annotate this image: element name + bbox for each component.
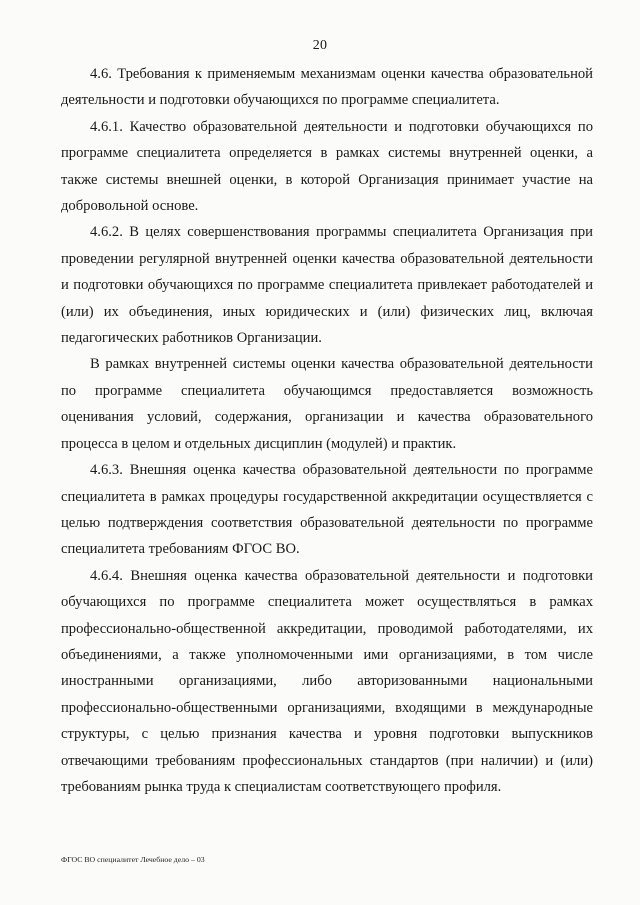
paragraph-4-6-2: 4.6.2. В целях совершенствования программы специалитета Организация при проведении регулярной внутренней оценки качества образовательной деятельности и подготовки обучающихся по программе специалитета привлекает работодателей и (или) их объединения, иных юридических и (или) физических лиц, включая педагогических работников Организации. bbox=[61, 224, 593, 347]
paragraph-4-6-3: 4.6.3. Внешняя оценка качества образовательной деятельности по программе специалитета в рамках процедуры государственной аккредитации осуществляется с целью подтверждения соответствия образовательной деятельности по программе специалитета требованиям ФГОС ВО. bbox=[61, 462, 593, 558]
document-body bbox=[61, 61, 593, 800]
footer-note: ФГОС ВО специалитет Лечебное дело – 03 bbox=[61, 855, 205, 864]
paragraph-internal-assessment: В рамках внутренней системы оценки качества образовательной деятельности по программе специалитета обучающимся предоставляется возможность оценивания условий, содержания, организации и качества образовательного процесса в целом и отдельных дисциплин (модулей) и практик. bbox=[61, 356, 593, 452]
paragraph-4-6-1: 4.6.1. Качество образовательной деятельности и подготовки обучающихся по программе специалитета определяется в рамках системы внутренней оценки, а также системы внешней оценки, в которой Организация принимает участие на добровольной основе. bbox=[61, 118, 593, 215]
paragraph-4-6-4: 4.6.4. Внешняя оценка качества образовательной деятельности и подготовки обучающихся по программе специалитета может осуществляться в рамках профессионально-общественной аккредитации, проводимой работодателями, их объединениями, а также уполномоченными ими организациями, в том числе иностранными организациями, либо авторизованными национальными профессионально-общественными организациями, входящими в международные структуры, с целью признания качества и уровня подготовки выпускников отвечающими требованиям профессиональных стандартов (при наличии) и (или) требованиям рынка труда к специалистам соответствующего профиля. bbox=[61, 567, 593, 795]
paragraph-4-6: 4.6. Требования к применяемым механизмам оценки качества образовательной деятельности и подготовки обучающихся по программе специалитета. bbox=[61, 66, 593, 109]
page-number: 20 bbox=[312, 38, 328, 53]
